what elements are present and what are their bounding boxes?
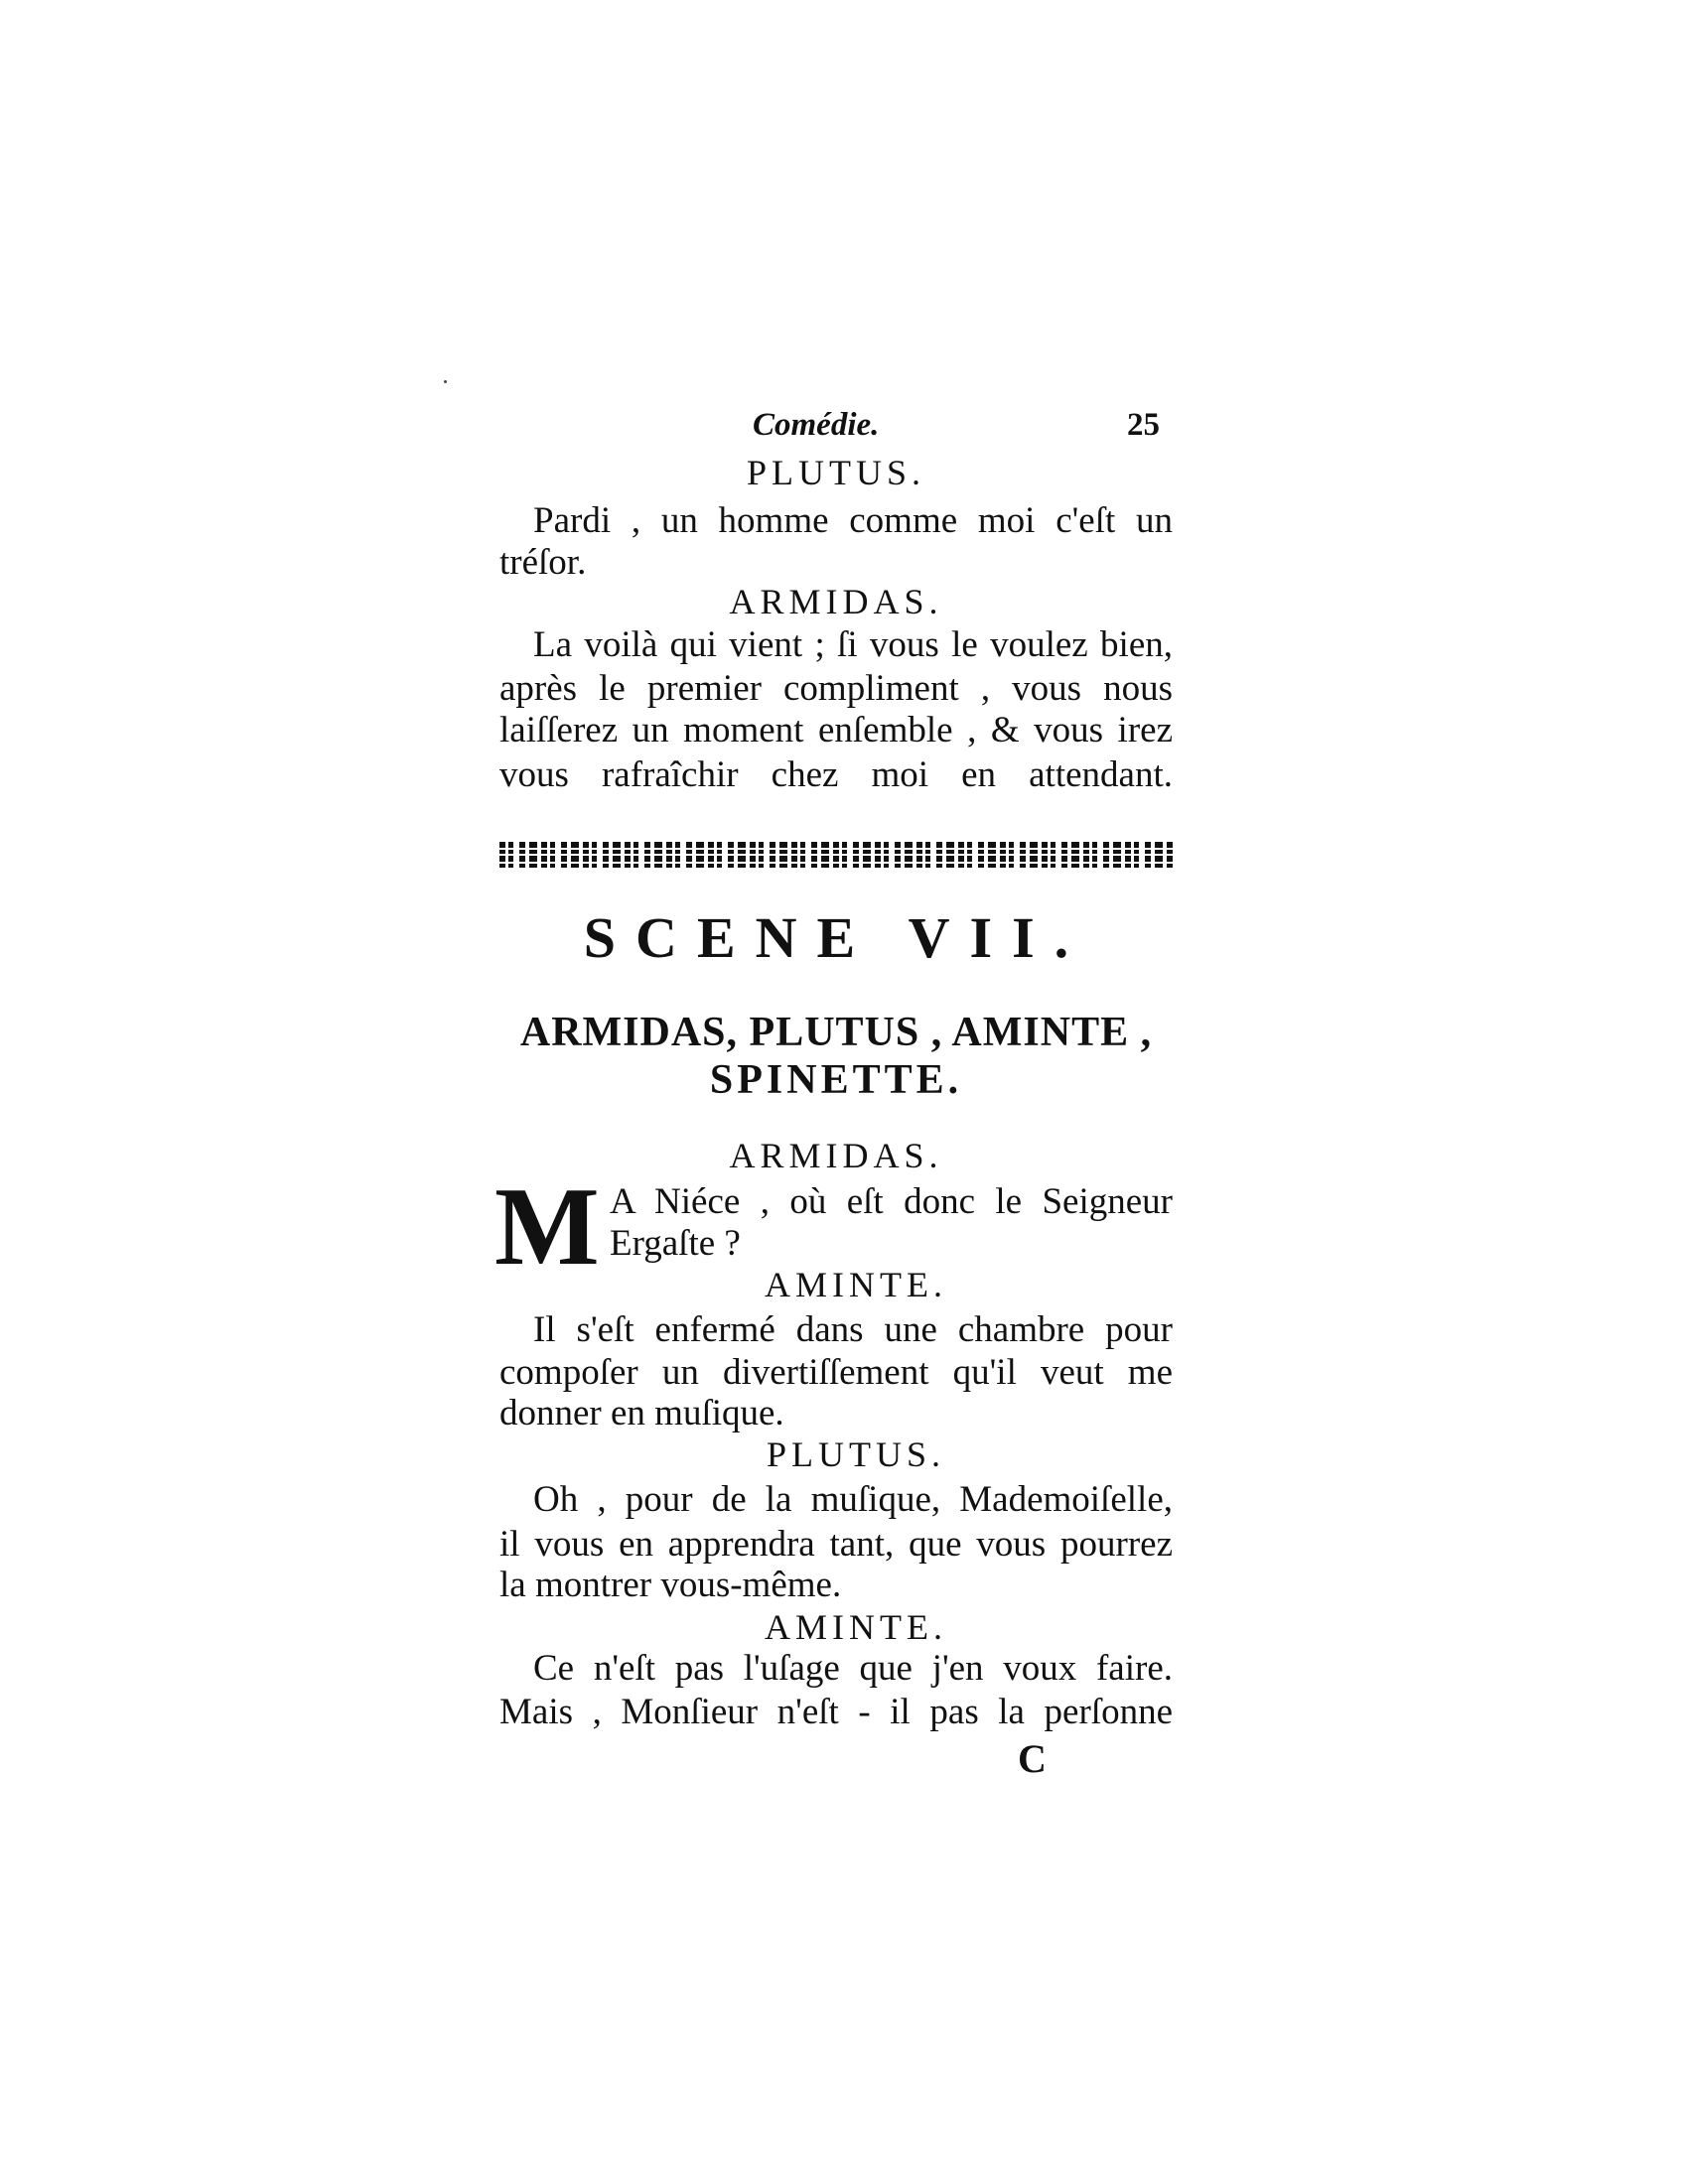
text-line: après le premier compliment , vous nous — [499, 668, 1173, 709]
text-line: vous rafraîchir chez moi en attendant. — [499, 754, 1173, 795]
text-line: Ce n'eſt pas l'uſage que j'en voux faire. — [533, 1648, 1173, 1689]
text-line: Oh , pour de la muſique, Mademoiſelle, — [533, 1479, 1173, 1520]
speaker-heading: AMINTE. — [765, 1265, 947, 1304]
text-line: il vous en apprendra tant, que vous pourrez — [499, 1524, 1173, 1565]
scene-characters: ARMIDAS, PLUTUS , AMINTE , — [519, 1010, 1153, 1055]
speaker-heading: ARMIDAS. — [729, 1136, 943, 1175]
drop-cap: M — [494, 1165, 600, 1289]
text-line: tréſor. — [499, 542, 587, 583]
text-line: La voilà qui vient ; ſi vous le voulez bien, — [533, 624, 1173, 665]
speaker-heading: ARMIDAS. — [729, 582, 943, 621]
text-line: Pardi , un homme comme moi c'eſt un — [533, 500, 1173, 541]
text-line: laiſſerez un moment enſemble , & vous irez — [499, 710, 1173, 751]
text-line: Mais , Monſieur n'eſt - il pas la perſonne — [499, 1692, 1173, 1732]
text-line: Ergaſte ? — [610, 1223, 741, 1264]
text-line: Il s'eſt enfermé dans une chambre pour — [533, 1309, 1173, 1350]
scene-characters: SPINETTE. — [709, 1057, 963, 1103]
speaker-heading: AMINTE. — [765, 1607, 947, 1647]
text-line: compoſer un divertiſſement qu'il veut me — [499, 1352, 1173, 1393]
signature-mark: C — [1018, 1736, 1047, 1781]
speaker-heading: PLUTUS. — [766, 1434, 946, 1474]
speaker-heading: PLUTUS. — [746, 453, 926, 492]
ornamental-divider — [499, 840, 1173, 868]
scene-title: SCENE VII. — [583, 905, 1089, 970]
text-line: donner en muſique. — [499, 1393, 784, 1433]
speck — [444, 380, 447, 383]
page-number: 25 — [1127, 407, 1160, 443]
text-line: A Niéce , où eſt donc le Seigneur — [610, 1181, 1173, 1222]
running-title: Comédie. — [753, 407, 880, 443]
text-line: la montrer vous-même. — [499, 1565, 842, 1605]
